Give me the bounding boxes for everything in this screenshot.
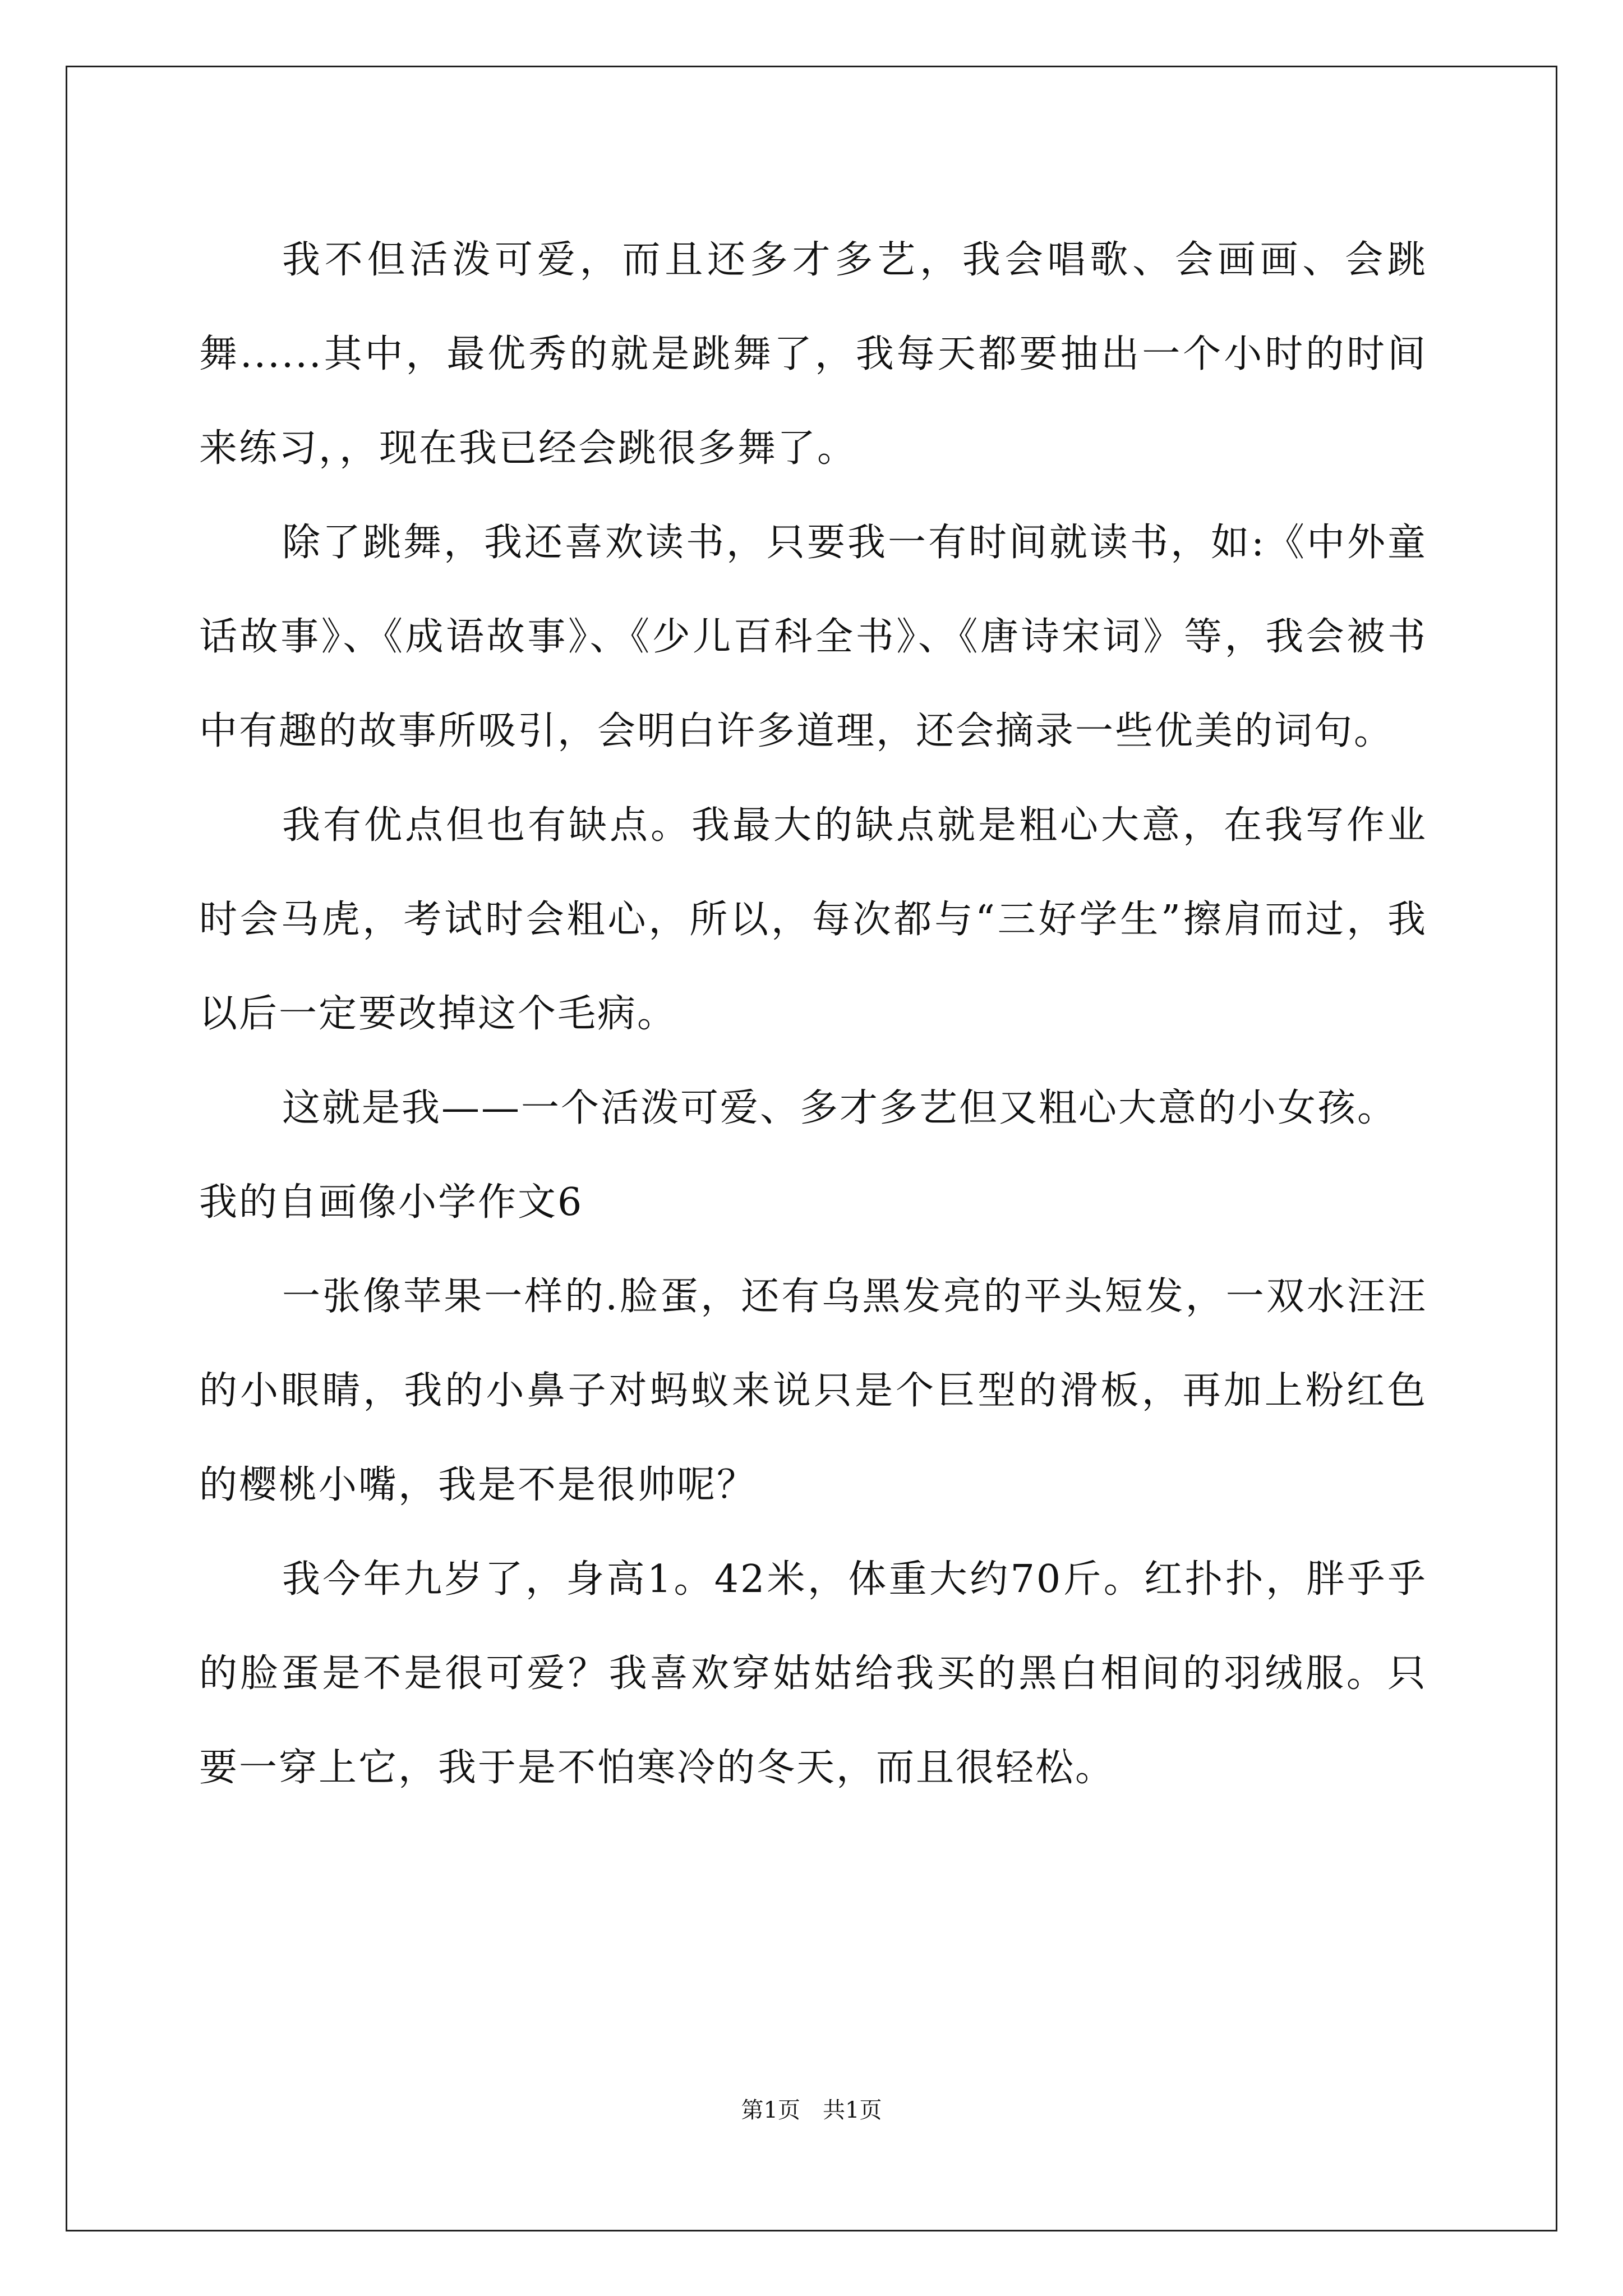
paragraph-1: 我不但活泼可爱，而且还多才多艺，我会唱歌、会画画、会跳舞......其中，最优秀的就是跳舞了，我每天都要抽出一个小时的时间来练习，，现在我已经会跳很多舞了。 xyxy=(199,238,1427,471)
document-body xyxy=(199,213,1427,1815)
section-title: 我的自画像小学作文6 xyxy=(199,1180,584,1225)
paragraph-4: 这就是我——一个活泼可爱、多才多艺但又粗心大意的小女孩。 xyxy=(282,1086,1398,1130)
paragraph-3: 我有优点但也有缺点。我最大的缺点就是粗心大意，在我写作业时会马虎，考试时会粗心，所以，每次都与“三好学生”擦肩而过，我以后一定要改掉这个毛病。 xyxy=(199,803,1427,1036)
paragraph-2: 除了跳舞，我还喜欢读书，只要我一有时间就读书，如:《中外童话故事》、《成语故事》、《少儿百科全书》、《唐诗宋词》等，我会被书中有趣的故事所吸引，会明白许多道理，还会摘录一些优美的词句。 xyxy=(199,521,1427,753)
page-number-footer: 第1页 共1页 xyxy=(741,2097,882,2123)
section-paragraph-2: 我今年九岁了，身高1。42米，体重大约70斤。红扑扑，胖乎乎的脸蛋是不是很可爱？我喜欢穿姑姑给我买的黑白相间的羽绒服。只要一穿上它，我于是不怕寒冷的冬天，而且很轻松。 xyxy=(199,1557,1427,1790)
section-paragraph-1: 一张像苹果一样的.脸蛋，还有乌黑发亮的平头短发，一双水汪汪的小眼睛，我的小鼻子对蚂蚁来说只是个巨型的滑板，再加上粉红色的樱桃小嘴，我是不是很帅呢？ xyxy=(199,1274,1427,1507)
